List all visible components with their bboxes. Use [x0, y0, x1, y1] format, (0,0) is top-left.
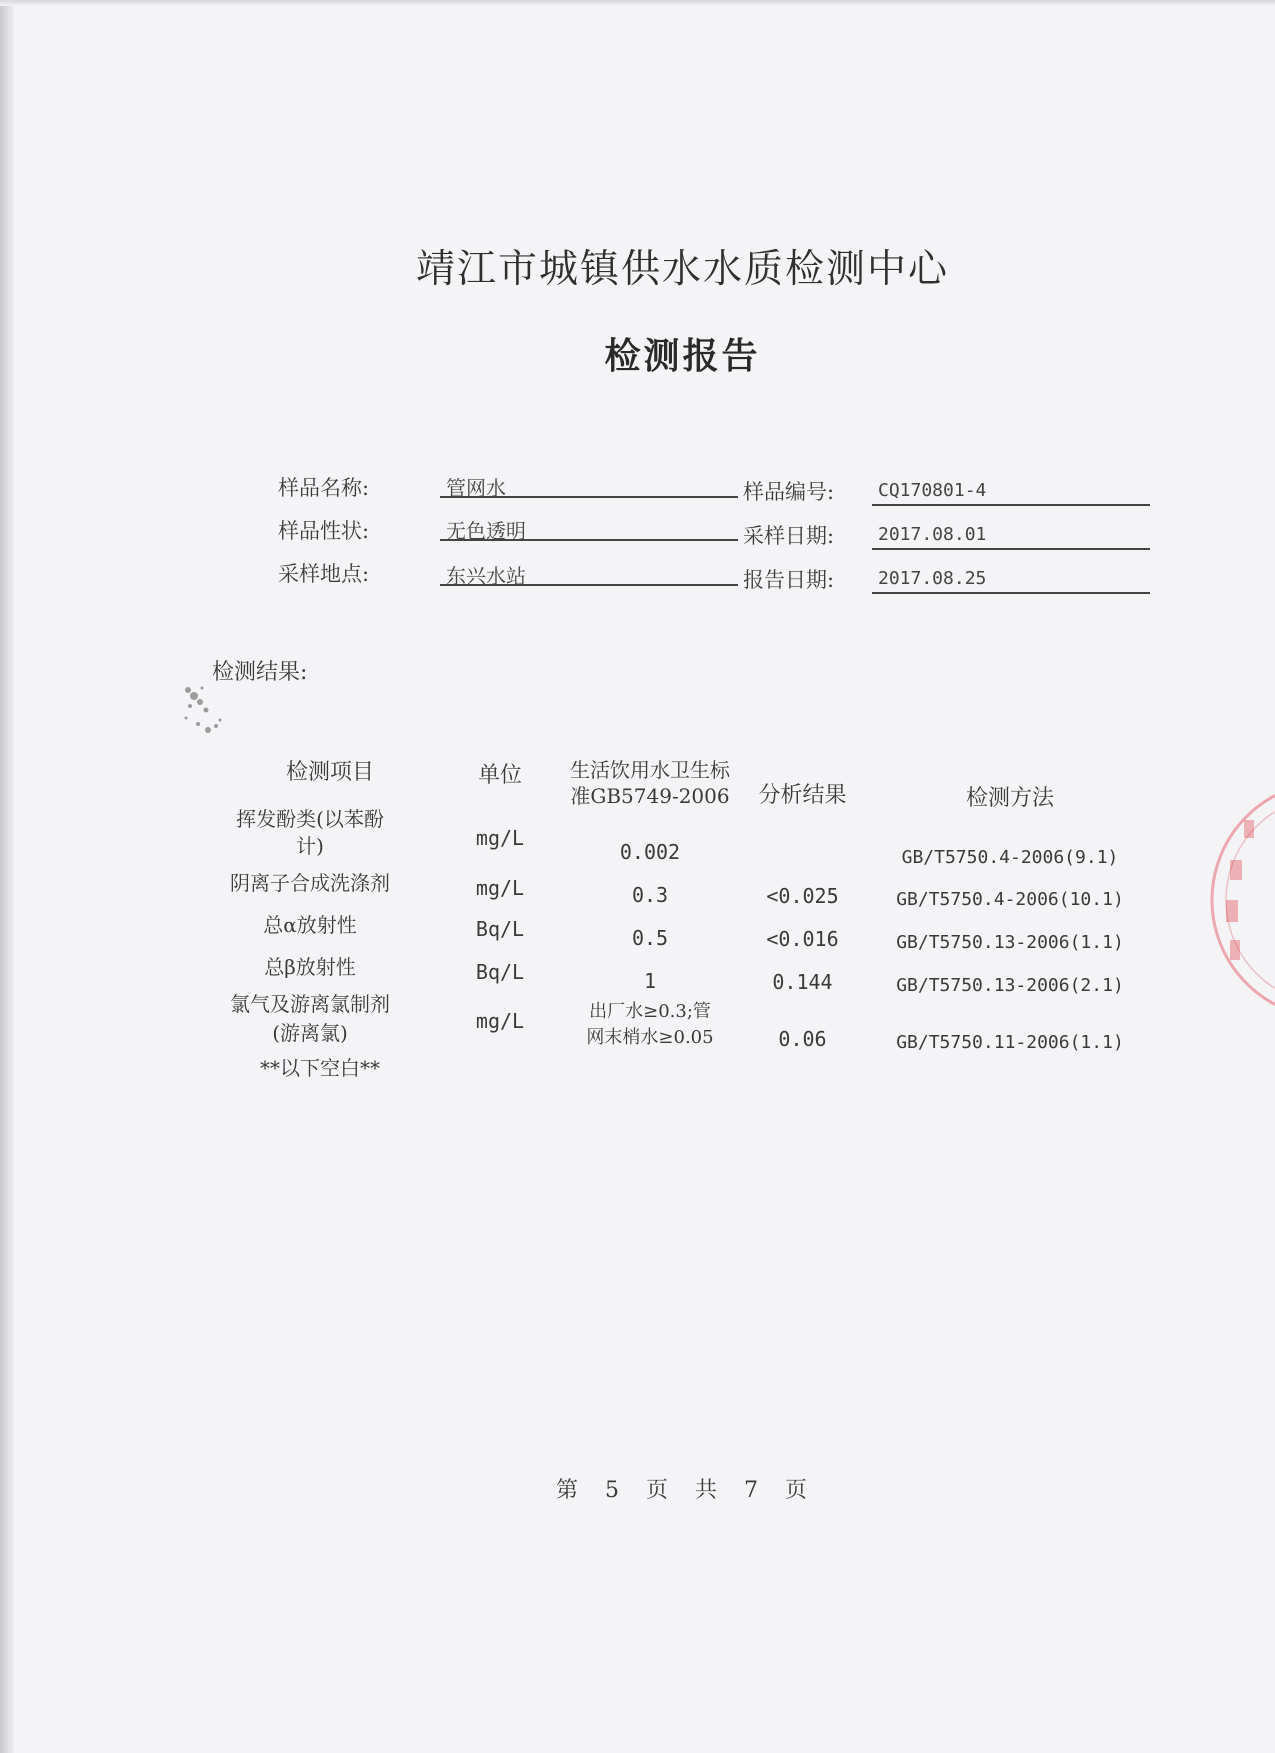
row3-result: <0.016 [766, 927, 839, 951]
page-number: 第 5 页 共 7 页 [556, 1478, 809, 1503]
row5-standard-line1: 出厂水≥0.3;管 [589, 1001, 711, 1022]
row3-item: 总α放射性 [263, 913, 357, 937]
row2-method: GB/T5750.4-2006(10.1) [896, 889, 1124, 910]
row5-item-line2: (游离氯) [272, 1021, 348, 1045]
row3-method: GB/T5750.13-2006(1.1) [896, 932, 1124, 953]
row4-result: 0.144 [772, 970, 833, 994]
header-standard-line1: 生活饮用水卫生标 [570, 758, 730, 782]
paper-edge-top [0, 0, 1275, 6]
sampling-date-label: 采样日期: [743, 524, 835, 548]
table-end-note: **以下空白** [260, 1056, 380, 1080]
sample-number-label: 样品编号: [743, 480, 835, 504]
header-standard-line2: 准GB5749-2006 [570, 784, 730, 808]
ink-smudge [180, 680, 238, 744]
row5-item-line1: 氯气及游离氯制剂 [230, 992, 390, 1016]
row3-unit: Bq/L [475, 917, 525, 941]
sampling-location-label: 采样地点: [278, 562, 370, 586]
row5-unit: mg/L [475, 1009, 525, 1033]
organization-title: 靖江市城镇供水水质检测中心 [415, 247, 949, 292]
header-unit: 单位 [477, 763, 522, 788]
row2-standard: 0.3 [631, 883, 669, 907]
sampling-location-value: 东兴水站 [440, 560, 738, 586]
row1-item-line2: 计) [296, 834, 324, 858]
row4-standard: 1 [643, 969, 657, 993]
row2-result: <0.025 [766, 884, 839, 908]
row5-standard-line2: 网末梢水≥0.05 [586, 1027, 714, 1048]
row5-method: GB/T5750.11-2006(1.1) [896, 1032, 1124, 1053]
header-item: 检测项目 [285, 760, 374, 785]
row1-item-line1: 挥发酚类(以苯酚 [236, 807, 384, 831]
sample-name-label: 样品名称: [278, 476, 370, 500]
report-date-label: 报告日期: [743, 568, 835, 592]
results-section-label: 检测结果: [212, 660, 308, 685]
header-result: 分析结果 [758, 783, 847, 808]
sample-name-value: 管网水 [440, 472, 738, 498]
report-date-value: 2017.08.25 [872, 568, 1150, 594]
header-method: 检测方法 [965, 786, 1054, 811]
row1-unit: mg/L [475, 826, 525, 850]
row4-unit: Bq/L [475, 960, 525, 984]
row1-method: GB/T5750.4-2006(9.1) [901, 847, 1119, 868]
sample-property-label: 样品性状: [278, 519, 370, 543]
row3-standard: 0.5 [631, 926, 669, 950]
row2-item: 阴离子合成洗涤剂 [230, 871, 390, 895]
row5-result: 0.06 [778, 1027, 827, 1051]
row2-unit: mg/L [475, 876, 525, 900]
row4-method: GB/T5750.13-2006(2.1) [896, 975, 1124, 996]
sample-number-value: CQ170801-4 [872, 480, 1150, 506]
report-title: 检测报告 [604, 335, 761, 377]
sample-property-value: 无色透明 [440, 515, 738, 541]
row4-item: 总β放射性 [264, 955, 356, 979]
sampling-date-value: 2017.08.01 [872, 524, 1150, 550]
row1-standard: 0.002 [619, 840, 681, 864]
red-stamp-partial [1200, 780, 1275, 1020]
